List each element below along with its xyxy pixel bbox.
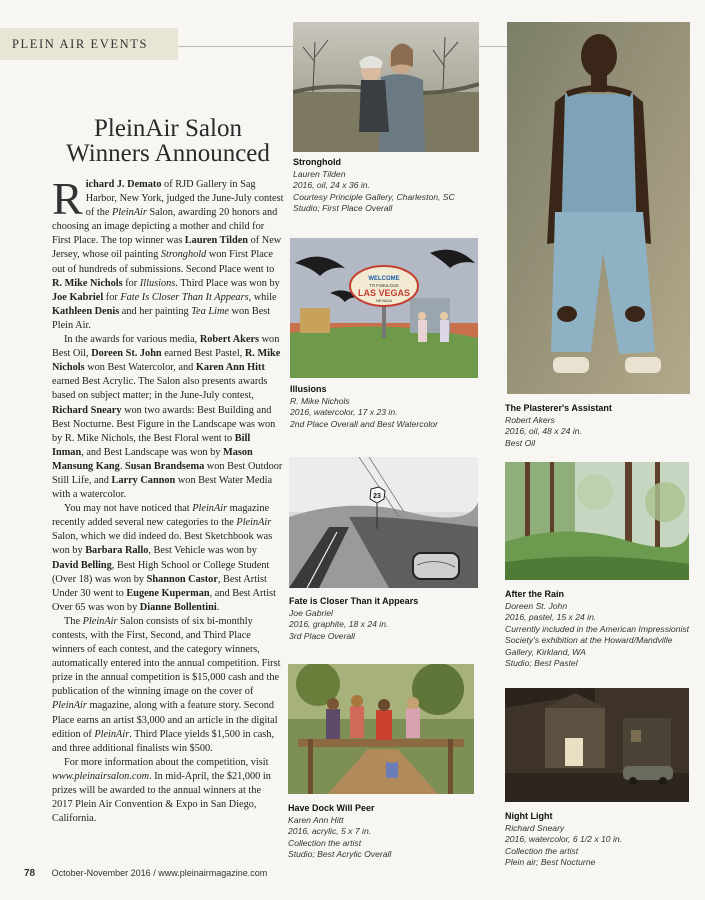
- caption-artist: Joe Gabriel: [289, 607, 333, 618]
- caption-note: Collection the artist: [288, 837, 362, 848]
- text-run: magazine, along with a feature story. Second Place earns an artist $3,000 and an article in the digital edition of: [52, 700, 278, 740]
- text-run: . Third Place was won by: [175, 277, 280, 289]
- text-run: won Best Oil,: [52, 334, 280, 360]
- section-label: PLEIN AIR EVENTS: [12, 37, 149, 51]
- text-run: Richard Sneary: [52, 404, 122, 416]
- text-run: Salon, which we did indeed do. Best Sketchbook was won by: [52, 531, 273, 557]
- text-run: R. Mike Nichols: [52, 348, 281, 374]
- text-run: Karen Ann Hitt: [195, 362, 265, 374]
- text-run: won Best Watercolor, and: [84, 362, 196, 374]
- sign-to: TO FABULOUS: [369, 283, 399, 288]
- text-run: Robert Akers: [199, 334, 260, 346]
- caption-note: 2nd Place Overall and Best Watercolor: [290, 418, 438, 429]
- text-run: ichard J. Demato: [85, 179, 162, 190]
- paragraph-3: [52, 502, 284, 615]
- caption-title: After the Rain: [505, 589, 565, 599]
- article-title: [52, 116, 284, 166]
- text-run: Dianne Bollentini: [139, 601, 217, 613]
- title-line-1: PleinAir Salon: [94, 115, 242, 142]
- title-line-2: Winners Announced: [66, 140, 270, 167]
- text-run: for: [122, 277, 140, 289]
- text-run: Mason Mansung Kang: [52, 446, 253, 472]
- plasterer-painting: [507, 22, 690, 394]
- text-run: Shannon Castor: [146, 573, 218, 585]
- text-run: www.pleinairsalon.com: [52, 770, 150, 782]
- caption-title: Night Light: [505, 811, 553, 821]
- article-body: [52, 173, 284, 826]
- text-run: David Belling: [52, 559, 112, 571]
- text-run: , while: [248, 291, 277, 303]
- sign-welcome: WELCOME: [368, 276, 400, 282]
- caption-note: Best Oil: [505, 437, 536, 448]
- text-run: and her painting: [119, 305, 192, 317]
- text-run: won two awards: Best Building and Best Nocturne. Best Figure in the Landscape was won by R. Mike Nichols, the Best Floral went to: [52, 404, 276, 444]
- caption-artist: Richard Sneary: [505, 822, 565, 833]
- caption-title: Fate is Closer Than it Appears: [289, 596, 419, 606]
- text-run: Tea Lime: [191, 305, 229, 317]
- caption-details: 2016, watercolor, 17 x 23 in.: [290, 407, 398, 417]
- page-footer: [24, 868, 267, 879]
- text-run: For more information about the competition, visit: [64, 756, 269, 768]
- dock-painting: [288, 664, 474, 794]
- caption-artist: R. Mike Nichols: [290, 395, 350, 406]
- text-run: . In mid-April, the $21,000 in prizes will be awarded to the annual winners at the 2017 Plein Air Convention & Expo in San Diego, California.: [52, 770, 271, 825]
- text-run: .: [216, 601, 220, 613]
- night-painting: [505, 688, 689, 802]
- caption-note-2: Studio; Best Acrylic Overall: [288, 849, 392, 859]
- text-run: won Best Plein Air.: [52, 305, 271, 331]
- sign-city: LAS VEGAS: [357, 288, 411, 298]
- text-run: Bill Inman: [52, 432, 251, 458]
- stronghold-painting: [293, 22, 479, 152]
- caption-note-2: Plein air; Best Nocturne: [505, 857, 596, 867]
- text-run: PleinAir: [236, 517, 272, 529]
- rain-painting: [505, 462, 689, 580]
- night-caption: [505, 811, 695, 869]
- paragraph-5: [52, 756, 284, 826]
- caption-artist: Robert Akers: [505, 414, 555, 425]
- caption-note-2: Studio; Best Pastel: [505, 658, 578, 668]
- text-run: Illusions: [139, 277, 176, 289]
- text-run: earned Best Acrylic. The Salon also presents awards based on subject matter; in the June-July contest,: [52, 376, 268, 402]
- caption-details: 2016, pastel, 15 x 24 in.: [505, 612, 597, 622]
- text-run: PleinAir: [94, 728, 130, 740]
- text-run: Barbara Rallo: [85, 545, 149, 557]
- fate-caption: [289, 596, 479, 642]
- text-run: Eugene Kuperman: [126, 587, 210, 599]
- text-run: Stronghold: [160, 249, 207, 261]
- text-run: won Best Water Media with a watercolor.: [52, 474, 273, 501]
- caption-note: Collection the artist: [505, 845, 579, 856]
- text-run: , Best Artist Under 30 went to: [52, 573, 267, 599]
- text-run: Salon, awarding 20 honors and choosing an image depicting a mother and child for First Place. The top winner was: [52, 207, 278, 247]
- text-run: Kathleen Denis: [52, 305, 120, 317]
- text-run: for: [103, 291, 121, 303]
- caption-title: Illusions: [290, 384, 327, 394]
- caption-details: 2016, graphite, 18 x 24 in.: [289, 619, 389, 629]
- fate-drawing: [289, 457, 478, 588]
- text-run: .: [119, 460, 125, 472]
- sign-state: NEVADA: [375, 298, 393, 303]
- drop-cap: R: [52, 173, 83, 224]
- paragraph-2: [52, 333, 284, 502]
- text-run: R. Mike Nichols: [52, 277, 123, 289]
- text-run: . Third Place yields $1,500 in cash, and three additional finalists win $500.: [52, 728, 275, 754]
- text-run: PleinAir: [82, 615, 118, 627]
- plasterer-caption: [505, 403, 695, 449]
- section-header: [0, 28, 178, 60]
- caption-artist: Doreen St. John: [505, 600, 568, 611]
- text-run: Susan Brandsema: [124, 460, 205, 472]
- caption-note: Courtesy Principle Gallery, Charleston, SC: [293, 191, 455, 202]
- text-run: PleinAir: [192, 503, 228, 515]
- text-run: Doreen St. John: [91, 348, 162, 360]
- text-run: of RJD Gallery in Sag Harbor, New York, judged the June-July contest of the: [85, 179, 284, 219]
- text-run: You may not have noticed that: [64, 503, 193, 515]
- text-run: Larry Cannon: [111, 474, 176, 486]
- caption-details: 2016, watercolor, 6 1/2 x 10 in.: [505, 834, 623, 844]
- text-run: The: [64, 615, 83, 627]
- text-run: of New Jersey, whose oil painting: [52, 235, 282, 261]
- road-sign-number: 23: [373, 493, 381, 500]
- rain-caption: [505, 589, 695, 670]
- caption-note: 3rd Place Overall: [289, 630, 355, 641]
- paragraph-4: [52, 615, 284, 756]
- text-run: , Best Vehicle was won by: [148, 545, 257, 557]
- text-run: PleinAir: [52, 700, 87, 712]
- dock-caption: [288, 803, 478, 861]
- text-run: PleinAir: [112, 207, 147, 219]
- text-run: magazine recently added several new categories to the: [52, 503, 270, 529]
- issue-line: October-November 2016 / www.pleinairmagazine.com: [51, 868, 268, 878]
- caption-note-2: Studio; First Place Overall: [293, 203, 393, 213]
- text-run: won Best Outdoor Still Life, and: [52, 460, 283, 486]
- caption-artist: Lauren Tilden: [293, 168, 346, 179]
- illusions-painting: [290, 238, 478, 378]
- illusions-caption: [290, 384, 480, 430]
- caption-title: Have Dock Will Peer: [288, 803, 375, 813]
- text-run: Joe Kabriel: [52, 291, 104, 303]
- text-run: earned Best Pastel,: [161, 348, 245, 360]
- text-run: , Best High School or College Student (Over 18) was won by: [52, 559, 270, 585]
- caption-note: Currently included in the American Impressionist Society's exhibition at the Howard/Mandville Gallery, Kirkland, WA: [505, 623, 690, 657]
- page-number: 78: [24, 868, 36, 879]
- text-run: , and Best Landscape was won by: [81, 446, 224, 458]
- text-run: In the awards for various media,: [64, 334, 200, 346]
- text-run: won First Place out of hundreds of submissions. Second Place went to: [52, 249, 275, 275]
- text-run: Fate Is Closer Than It Appears: [120, 291, 249, 303]
- caption-title: Stronghold: [293, 157, 341, 167]
- text-run: Salon consists of six bi-monthly contests, with the First, Second, and Third Place winners of each contest, and the category winners, automatically entered into the annual competition. First prize in the annual competition is $15,000 cash and the publication of the winning image on the cover of: [52, 615, 281, 698]
- stronghold-caption: [293, 157, 483, 215]
- paragraph-1: [52, 173, 284, 333]
- text-run: Lauren Tilden: [184, 235, 249, 247]
- caption-details: 2016, acrylic, 5 x 7 in.: [288, 826, 372, 836]
- text-run: , and Best Artist Over 65 was won by: [52, 587, 276, 613]
- caption-artist: Karen Ann Hitt: [288, 814, 344, 825]
- caption-details: 2016, oil, 48 x 24 in.: [505, 426, 582, 436]
- caption-title: The Plasterer's Assistant: [505, 403, 612, 413]
- caption-details: 2016, oil, 24 x 36 in.: [293, 180, 370, 190]
